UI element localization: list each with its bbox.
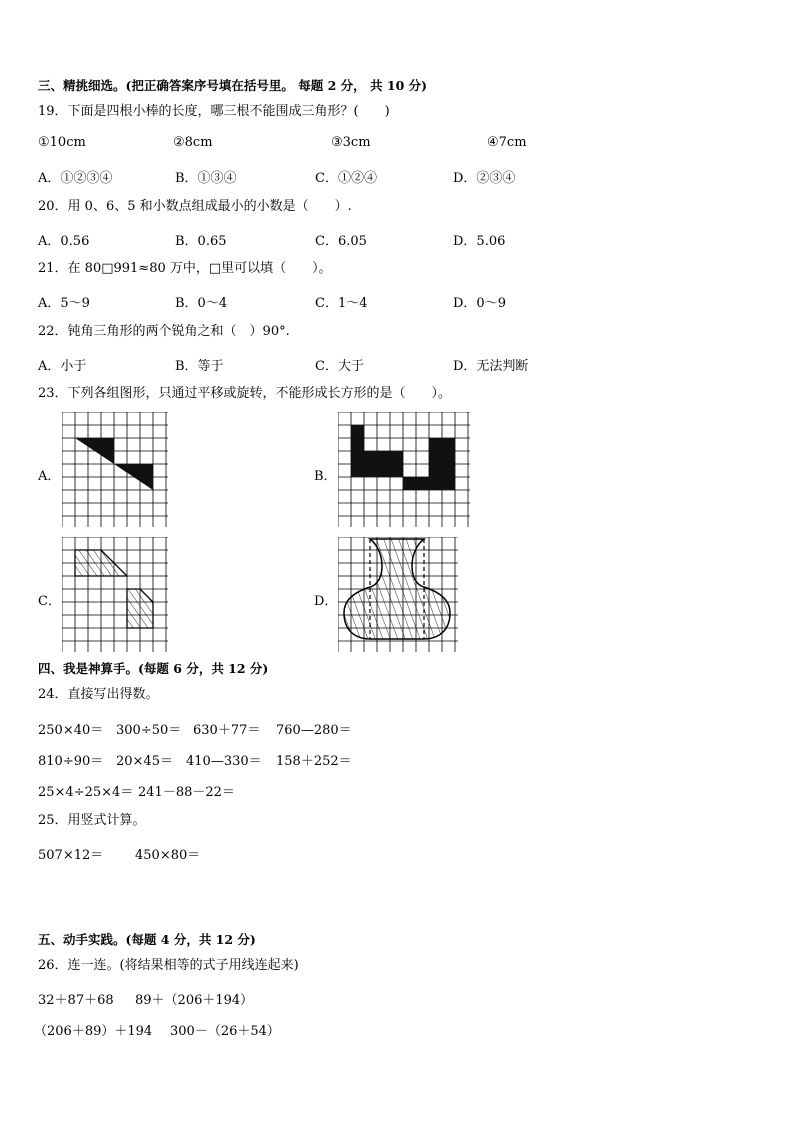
q19-option-a[interactable]: A．①②③④ [38, 171, 113, 186]
q24-item: 810÷90＝ [38, 754, 104, 769]
q26-expression[interactable]: 300－（26＋54） [170, 1024, 280, 1039]
q24-item: 760—280＝ [276, 723, 352, 738]
question-21-stem: 21．在 80□991≈80 万中，□里可以填（ ）。 [38, 261, 332, 276]
q24-item: 241－88－22＝ [138, 785, 235, 800]
question-23-stem: 23．下列各组图形，只通过平移或旋转，不能形成长方形的是（ ）。 [38, 386, 452, 401]
q21-option-b[interactable]: B．0～4 [175, 296, 228, 311]
q23-option-a-label[interactable]: A． [38, 469, 61, 484]
q24-item: 630＋77＝ [193, 723, 261, 738]
q24-item: 25×4÷25×4＝ [38, 785, 134, 800]
q23-figure-a-triangles[interactable] [62, 412, 168, 527]
q19-option-b[interactable]: B．①③④ [175, 171, 237, 186]
q21-option-d[interactable]: D．0～9 [453, 296, 506, 311]
q22-option-b[interactable]: B．等于 [175, 359, 224, 374]
question-22-stem: 22．钝角三角形的两个锐角之和（ ）90°. [38, 324, 290, 339]
q20-option-b[interactable]: B．0.65 [175, 234, 227, 249]
q23-option-b-label[interactable]: B． [314, 469, 337, 484]
section-3-header: 三、精挑细选。(把正确答案序号填在括号里。 每题 2 分， 共 10 分) [38, 78, 428, 93]
q19-length-2: ②8cm [173, 135, 213, 150]
q22-option-d[interactable]: D．无法判断 [453, 359, 529, 374]
q20-option-d[interactable]: D．5.06 [453, 234, 506, 249]
question-26-stem: 26．连一连。(将结果相等的式子用线连起来) [38, 958, 299, 973]
q26-expression[interactable]: （206＋89）＋194 [34, 1024, 153, 1039]
q19-length-3: ③3cm [331, 135, 371, 150]
q24-item: 158＋252＝ [276, 754, 352, 769]
q21-option-a[interactable]: A．5～9 [38, 296, 90, 311]
q19-option-d[interactable]: D．②③④ [453, 171, 516, 186]
q23-figure-b-l-shapes[interactable] [338, 412, 470, 527]
q23-figure-c-trapezoids[interactable] [62, 537, 168, 652]
q24-item: 250×40＝ [38, 723, 104, 738]
section-5-header: 五、动手实践。(每题 4 分，共 12 分) [38, 932, 256, 947]
q22-option-a[interactable]: A．小于 [38, 359, 87, 374]
q19-length-1: ①10cm [38, 135, 86, 150]
q24-item: 410—330＝ [186, 754, 262, 769]
q20-option-a[interactable]: A．0.56 [38, 234, 90, 249]
q25-item: 507×12＝ [38, 848, 104, 863]
q23-option-d-label[interactable]: D． [314, 594, 338, 609]
q20-option-c[interactable]: C．6.05 [315, 234, 367, 249]
q26-expression[interactable]: 89＋（206＋194） [135, 993, 254, 1008]
q19-option-c[interactable]: C．①②④ [315, 171, 377, 186]
q26-expression[interactable]: 32＋87＋68 [38, 993, 114, 1008]
q24-item: 20×45＝ [116, 754, 173, 769]
q24-item: 300÷50＝ [116, 723, 182, 738]
q19-length-4: ④7cm [487, 135, 527, 150]
question-19-stem: 19．下面是四根小棒的长度，哪三根不能围成三角形？( ) [38, 104, 390, 119]
question-24-stem: 24．直接写出得数。 [38, 687, 159, 702]
q21-option-c[interactable]: C．1～4 [315, 296, 368, 311]
q25-item: 450×80＝ [135, 848, 201, 863]
q22-option-c[interactable]: C．大于 [315, 359, 364, 374]
question-25-stem: 25．用竖式计算。 [38, 813, 146, 828]
section-4-header: 四、我是神算手。(每题 6 分，共 12 分) [38, 661, 269, 676]
q23-option-c-label[interactable]: C． [38, 594, 61, 609]
question-20-stem: 20．用 0、6、5 和小数点组成最小的小数是（ ）. [38, 199, 352, 214]
q23-figure-d-vase[interactable] [338, 537, 458, 652]
